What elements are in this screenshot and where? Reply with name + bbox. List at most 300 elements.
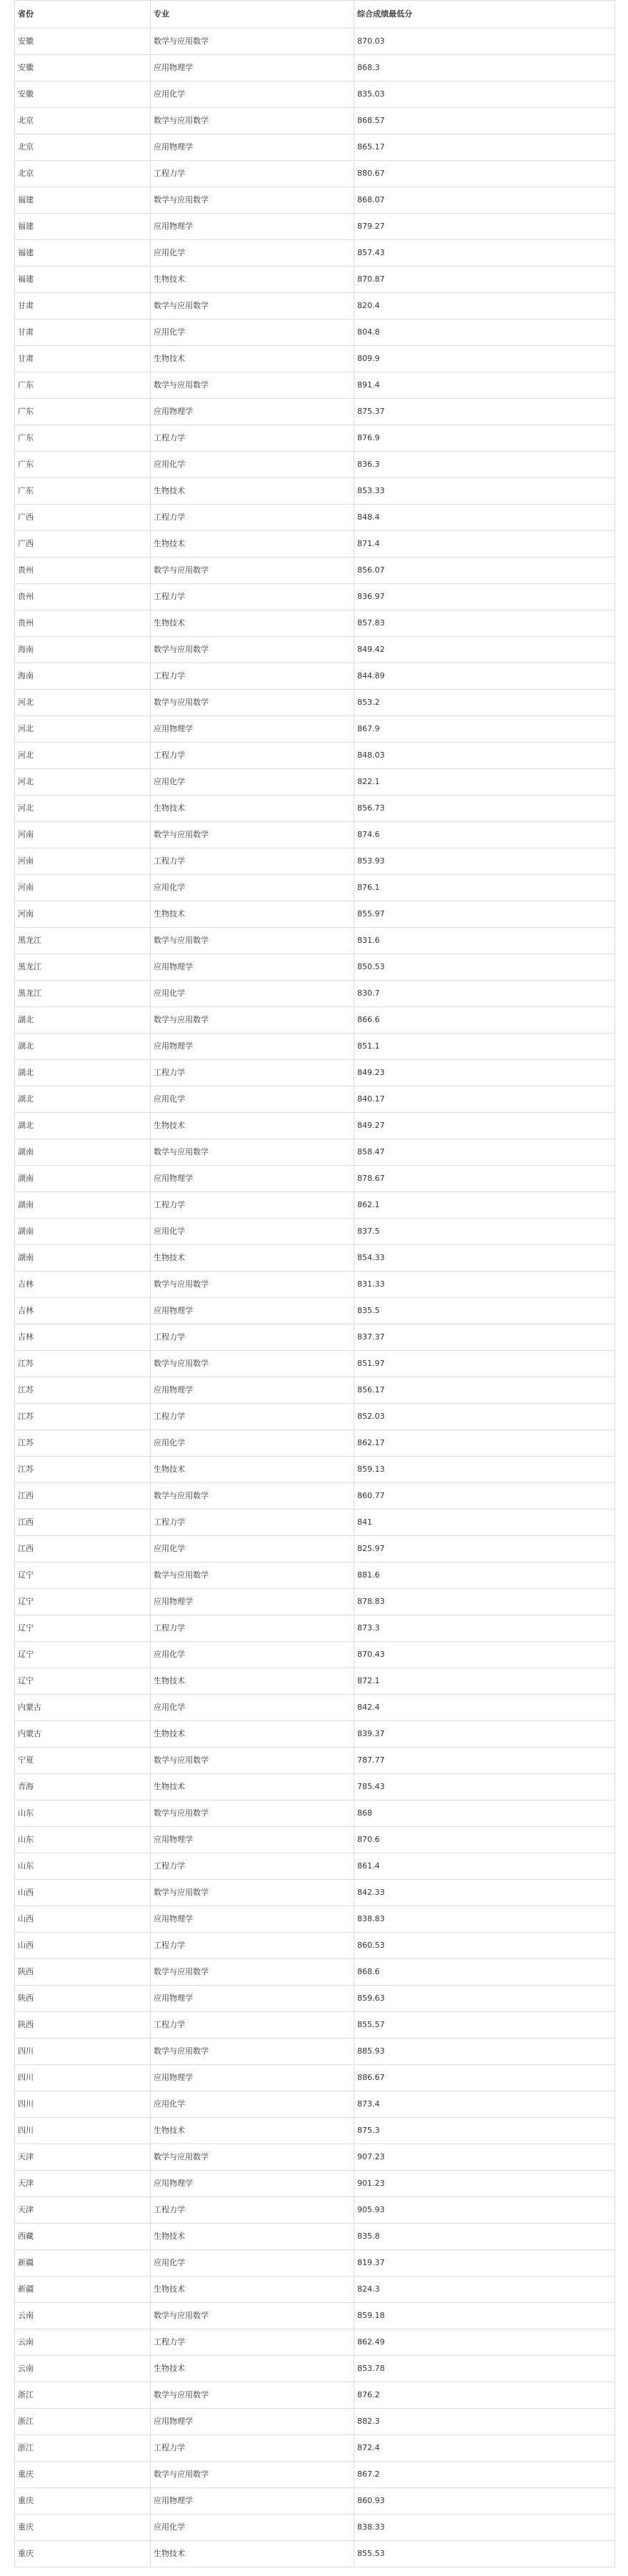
cell-min-score: 853.78 [354,2356,615,2382]
cell-major: 数学与应用数学 [151,1562,354,1589]
cell-major: 数学与应用数学 [151,2038,354,2065]
table-row [15,1615,615,1642]
cell-min-score: 870.87 [354,267,615,293]
cell-major: 数学与应用数学 [151,2303,354,2329]
cell-major: 数学与应用数学 [151,1272,354,1298]
cell-min-score: 874.6 [354,822,615,848]
cell-min-score: 875.3 [354,2118,615,2144]
cell-min-score: 809.9 [354,346,615,372]
cell-min-score: 878.67 [354,1166,615,1192]
table-row [15,1298,615,1324]
cell-province: 吉林 [15,1298,151,1324]
cell-major: 工程力学 [151,1060,354,1086]
cell-major: 数学与应用数学 [151,29,354,55]
cell-major: 生物技术 [151,2356,354,2382]
cell-province: 重庆 [15,2462,151,2488]
table-row [15,2144,615,2171]
cell-province: 湖南 [15,1192,151,1219]
cell-province: 江西 [15,1510,151,1536]
table-row [15,1086,615,1113]
table-row [15,1510,615,1536]
cell-province: 西藏 [15,2224,151,2250]
header-min-score: 综合成绩最低分 [354,1,615,29]
cell-province: 辽宁 [15,1589,151,1615]
table-header [15,1,615,29]
cell-major: 应用物理学 [151,1377,354,1404]
cell-min-score: 859.13 [354,1457,615,1483]
cell-min-score: 840.17 [354,1086,615,1113]
cell-major: 生物技术 [151,346,354,372]
table-row [15,1906,615,1933]
cell-major: 工程力学 [151,2197,354,2224]
table-row [15,1245,615,1272]
cell-province: 甘肃 [15,319,151,346]
cell-major: 工程力学 [151,1192,354,1219]
table-row [15,1377,615,1404]
cell-province: 江西 [15,1536,151,1562]
table-row [15,2224,615,2250]
cell-min-score: 876.9 [354,425,615,452]
cell-major: 应用化学 [151,1219,354,1245]
table-row [15,1536,615,1562]
table-row [15,372,615,399]
table-row [15,1721,615,1748]
table-row [15,558,615,584]
cell-major: 生物技术 [151,1245,354,1272]
table-row [15,1880,615,1906]
table-row [15,29,615,55]
cell-major: 数学与应用数学 [151,187,354,214]
cell-min-score: 876.2 [354,2382,615,2409]
cell-province: 云南 [15,2356,151,2382]
table-row [15,1853,615,1880]
cell-province: 黑龙江 [15,981,151,1007]
cell-min-score: 851.97 [354,1351,615,1377]
table-row [15,1642,615,1668]
cell-min-score: 860.53 [354,1933,615,1959]
cell-province: 福建 [15,214,151,240]
table-row [15,928,615,954]
cell-major: 工程力学 [151,1933,354,1959]
table-row [15,1219,615,1245]
cell-min-score: 872.1 [354,1668,615,1695]
table-row [15,796,615,822]
cell-major: 工程力学 [151,505,354,531]
table-row [15,2435,615,2462]
cell-major: 数学与应用数学 [151,690,354,716]
cell-province: 福建 [15,187,151,214]
table-row [15,1827,615,1853]
cell-province: 山西 [15,1880,151,1906]
cell-major: 应用物理学 [151,1906,354,1933]
cell-min-score: 820.4 [354,293,615,319]
cell-province: 天津 [15,2144,151,2171]
cell-major: 数学与应用数学 [151,2144,354,2171]
table-row [15,2329,615,2356]
table-row [15,1562,615,1589]
cell-major: 数学与应用数学 [151,108,354,134]
cell-province: 贵州 [15,558,151,584]
cell-major: 生物技术 [151,610,354,637]
table-row [15,1748,615,1774]
cell-province: 湖南 [15,1245,151,1272]
cell-major: 生物技术 [151,1668,354,1695]
cell-province: 吉林 [15,1272,151,1298]
table-row [15,240,615,267]
cell-min-score: 831.33 [354,1272,615,1298]
cell-min-score: 866.6 [354,1007,615,1034]
table-row [15,267,615,293]
cell-major: 应用化学 [151,769,354,796]
cell-min-score: 867.9 [354,716,615,743]
cell-min-score: 850.53 [354,954,615,981]
cell-min-score: 848.4 [354,505,615,531]
cell-province: 河南 [15,901,151,928]
cell-province: 海南 [15,637,151,663]
cell-min-score: 830.7 [354,981,615,1007]
table-row [15,1324,615,1351]
cell-province: 浙江 [15,2409,151,2435]
cell-province: 四川 [15,2038,151,2065]
cell-min-score: 857.83 [354,610,615,637]
cell-min-score: 838.33 [354,2515,615,2541]
cell-min-score: 855.97 [354,901,615,928]
table-row [15,2171,615,2197]
cell-min-score: 872.4 [354,2435,615,2462]
cell-min-score: 901.23 [354,2171,615,2197]
cell-major: 数学与应用数学 [151,822,354,848]
cell-min-score: 854.33 [354,1245,615,1272]
table-row [15,1483,615,1510]
cell-min-score: 856.07 [354,558,615,584]
table-body [15,29,615,2567]
cell-min-score: 907.23 [354,2144,615,2171]
table-row [15,1430,615,1457]
cell-major: 应用化学 [151,452,354,478]
cell-province: 浙江 [15,2435,151,2462]
cell-major: 数学与应用数学 [151,928,354,954]
cell-province: 福建 [15,240,151,267]
cell-min-score: 859.63 [354,1986,615,2012]
cell-province: 河北 [15,690,151,716]
cell-major: 应用化学 [151,1536,354,1562]
cell-major: 应用物理学 [151,1166,354,1192]
cell-major: 数学与应用数学 [151,1959,354,1986]
cell-province: 湖南 [15,1166,151,1192]
cell-major: 应用物理学 [151,399,354,425]
cell-major: 应用物理学 [151,1589,354,1615]
cell-province: 天津 [15,2197,151,2224]
cell-province: 四川 [15,2118,151,2144]
cell-major: 生物技术 [151,2277,354,2303]
cell-min-score: 905.93 [354,2197,615,2224]
cell-min-score: 860.77 [354,1483,615,1510]
cell-min-score: 824.3 [354,2277,615,2303]
header-row [15,1,615,29]
cell-province: 陕西 [15,1959,151,1986]
cell-min-score: 836.3 [354,452,615,478]
table-row [15,875,615,901]
cell-major: 应用物理学 [151,2488,354,2515]
cell-min-score: 860.93 [354,2488,615,2515]
cell-min-score: 839.37 [354,1721,615,1748]
cell-min-score: 868 [354,1800,615,1827]
cell-min-score: 868.6 [354,1959,615,1986]
cell-major: 数学与应用数学 [151,2382,354,2409]
table-row [15,901,615,928]
cell-min-score: 873.3 [354,1615,615,1642]
table-row [15,2488,615,2515]
cell-province: 江苏 [15,1430,151,1457]
cell-major: 生物技术 [151,1113,354,1139]
cell-province: 云南 [15,2329,151,2356]
cell-min-score: 862.1 [354,1192,615,1219]
cell-province: 江苏 [15,1457,151,1483]
table-row [15,1192,615,1219]
cell-min-score: 853.33 [354,478,615,505]
cell-major: 生物技术 [151,2541,354,2567]
cell-major: 生物技术 [151,478,354,505]
cell-min-score: 842.33 [354,1880,615,1906]
cell-major: 数学与应用数学 [151,637,354,663]
cell-min-score: 870.6 [354,1827,615,1853]
table-row [15,2118,615,2144]
table-row [15,214,615,240]
table-row [15,2012,615,2038]
table-row [15,769,615,796]
table-row [15,981,615,1007]
cell-min-score: 870.43 [354,1642,615,1668]
cell-province: 辽宁 [15,1615,151,1642]
table-row [15,399,615,425]
table-row [15,1986,615,2012]
table-row [15,187,615,214]
cell-major: 生物技术 [151,901,354,928]
cell-province: 湖南 [15,1139,151,1166]
cell-province: 广东 [15,372,151,399]
cell-major: 工程力学 [151,1615,354,1642]
cell-major: 工程力学 [151,1510,354,1536]
table-row [15,1113,615,1139]
table-row [15,2382,615,2409]
cell-min-score: 875.37 [354,399,615,425]
cell-province: 安徽 [15,81,151,108]
cell-min-score: 868.3 [354,55,615,81]
cell-major: 工程力学 [151,161,354,187]
cell-major: 应用化学 [151,981,354,1007]
table-row [15,848,615,875]
cell-major: 生物技术 [151,796,354,822]
table-row [15,1800,615,1827]
cell-major: 应用物理学 [151,1986,354,2012]
cell-province: 甘肃 [15,346,151,372]
table-row [15,954,615,981]
table-row [15,584,615,610]
table-row [15,2250,615,2277]
cell-major: 应用物理学 [151,954,354,981]
cell-province: 辽宁 [15,1642,151,1668]
cell-min-score: 855.53 [354,2541,615,2567]
table-row [15,1007,615,1034]
cell-major: 应用物理学 [151,134,354,161]
cell-province: 重庆 [15,2541,151,2567]
cell-province: 辽宁 [15,1668,151,1695]
table-row [15,822,615,848]
cell-province: 河南 [15,822,151,848]
table-row [15,663,615,690]
cell-major: 应用化学 [151,1430,354,1457]
cell-major: 应用物理学 [151,2409,354,2435]
cell-province: 北京 [15,108,151,134]
cell-major: 应用物理学 [151,55,354,81]
cell-major: 应用物理学 [151,2065,354,2091]
cell-province: 吉林 [15,1324,151,1351]
cell-min-score: 848.03 [354,743,615,769]
cell-major: 数学与应用数学 [151,1139,354,1166]
table-row [15,134,615,161]
cell-province: 内蒙古 [15,1721,151,1748]
cell-min-score: 865.17 [354,134,615,161]
table-row [15,108,615,134]
cell-province: 山西 [15,1933,151,1959]
table-row [15,2515,615,2541]
cell-major: 数学与应用数学 [151,1483,354,1510]
cell-major: 生物技术 [151,1774,354,1800]
cell-major: 应用化学 [151,2250,354,2277]
cell-province: 重庆 [15,2488,151,2515]
cell-major: 数学与应用数学 [151,1007,354,1034]
table-row [15,1272,615,1298]
cell-province: 安徽 [15,29,151,55]
cell-major: 数学与应用数学 [151,372,354,399]
cell-min-score: 837.5 [354,1219,615,1245]
cell-province: 江西 [15,1483,151,1510]
cell-major: 应用物理学 [151,214,354,240]
cell-major: 应用物理学 [151,1034,354,1060]
cell-major: 应用化学 [151,2091,354,2118]
cell-province: 重庆 [15,2515,151,2541]
cell-min-score: 838.83 [354,1906,615,1933]
cell-min-score: 849.42 [354,637,615,663]
cell-province: 黑龙江 [15,928,151,954]
table-row [15,531,615,558]
score-table [14,0,615,2567]
cell-province: 辽宁 [15,1562,151,1589]
cell-major: 工程力学 [151,1404,354,1430]
cell-major: 应用物理学 [151,716,354,743]
cell-min-score: 856.73 [354,796,615,822]
table-row [15,1404,615,1430]
cell-min-score: 871.4 [354,531,615,558]
table-row [15,610,615,637]
cell-province: 河南 [15,848,151,875]
cell-province: 湖北 [15,1086,151,1113]
cell-min-score: 851.1 [354,1034,615,1060]
table-row [15,425,615,452]
table-row [15,81,615,108]
table-row [15,478,615,505]
table-row [15,743,615,769]
cell-min-score: 867.2 [354,2462,615,2488]
cell-major: 工程力学 [151,2435,354,2462]
cell-province: 山东 [15,1853,151,1880]
table-row [15,1774,615,1800]
cell-min-score: 852.03 [354,1404,615,1430]
table-row [15,1457,615,1483]
table-row [15,2065,615,2091]
cell-province: 江苏 [15,1404,151,1430]
cell-major: 工程力学 [151,2329,354,2356]
table-row [15,1668,615,1695]
cell-province: 江苏 [15,1377,151,1404]
cell-min-score: 787.77 [354,1748,615,1774]
table-row [15,452,615,478]
table-row [15,505,615,531]
cell-major: 工程力学 [151,848,354,875]
cell-major: 应用化学 [151,875,354,901]
cell-major: 数学与应用数学 [151,1880,354,1906]
cell-province: 海南 [15,663,151,690]
cell-province: 陕西 [15,2012,151,2038]
cell-province: 浙江 [15,2382,151,2409]
cell-province: 青海 [15,1774,151,1800]
table-row [15,1589,615,1615]
cell-province: 广东 [15,399,151,425]
cell-province: 广西 [15,531,151,558]
table-row [15,2462,615,2488]
cell-major: 应用物理学 [151,2171,354,2197]
cell-province: 内蒙古 [15,1695,151,1721]
cell-province: 新疆 [15,2277,151,2303]
cell-major: 生物技术 [151,267,354,293]
cell-province: 四川 [15,2065,151,2091]
cell-province: 贵州 [15,610,151,637]
table-row [15,2303,615,2329]
cell-min-score: 862.49 [354,2329,615,2356]
cell-province: 黑龙江 [15,954,151,981]
cell-min-score: 879.27 [354,214,615,240]
table-row [15,2197,615,2224]
cell-major: 生物技术 [151,2118,354,2144]
header-province: 省份 [15,1,151,29]
table-row [15,1034,615,1060]
cell-major: 数学与应用数学 [151,558,354,584]
cell-min-score: 849.27 [354,1113,615,1139]
cell-major: 应用化学 [151,1642,354,1668]
cell-major: 工程力学 [151,663,354,690]
cell-min-score: 878.83 [354,1589,615,1615]
cell-min-score: 886.67 [354,2065,615,2091]
cell-major: 应用化学 [151,81,354,108]
cell-major: 应用物理学 [151,1827,354,1853]
cell-province: 湖北 [15,1007,151,1034]
cell-major: 数学与应用数学 [151,1800,354,1827]
cell-min-score: 882.3 [354,2409,615,2435]
cell-major: 工程力学 [151,743,354,769]
cell-min-score: 861.4 [354,1853,615,1880]
cell-major: 生物技术 [151,1457,354,1483]
table-row [15,690,615,716]
cell-min-score: 885.93 [354,2038,615,2065]
cell-min-score: 855.57 [354,2012,615,2038]
table-row [15,55,615,81]
cell-min-score: 837.37 [354,1324,615,1351]
cell-min-score: 891.4 [354,372,615,399]
cell-province: 湖北 [15,1034,151,1060]
cell-min-score: 835.8 [354,2224,615,2250]
cell-province: 广西 [15,505,151,531]
cell-province: 河北 [15,769,151,796]
